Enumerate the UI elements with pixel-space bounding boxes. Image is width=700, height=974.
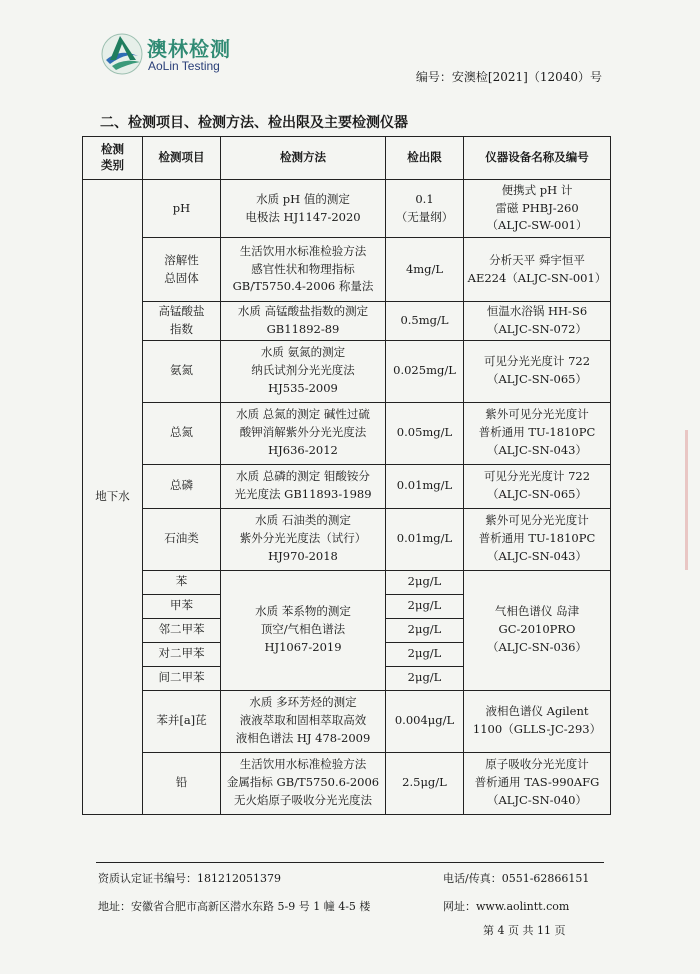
footer-cert: 资质认定证书编号：181212051379 [98,872,281,885]
limit-cell: 0.004μg/L [386,690,464,752]
method-cell: 水质 总氮的测定 碱性过硫 酸钾消解紫外分光光度法 HJ636-2012 [221,402,386,464]
footer-address: 地址：安徽省合肥市高新区潜水东路 5-9 号 1 幢 4-5 楼 [98,900,371,913]
instrument-cell: 分析天平 舜宇恒平 AE224（ALJC-SN-001） [464,238,611,302]
table-row [83,570,611,594]
item-cell: 高锰酸盐 指数 [143,302,221,341]
header-method: 检测方法 [221,137,386,180]
limit-cell: 2μg/L [386,642,464,666]
instrument-cell: 便携式 pH 计 雷磁 PHBJ-260 （ALJC-SW-001） [464,180,611,238]
limit-cell: 2μg/L [386,570,464,594]
method-cell: 水质 氨氮的测定 纳氏试剂分光光度法 HJ535-2009 [221,340,386,402]
section-title: 二、检测项目、检测方法、检出限及主要检测仪器 [100,115,408,131]
seal-stamp-edge [685,430,700,570]
item-cell: 甲苯 [143,594,221,618]
header-category: 检测 类别 [83,137,143,180]
limit-cell: 4mg/L [386,238,464,302]
item-cell: 对二甲苯 [143,642,221,666]
item-cell: 铅 [143,752,221,814]
table-row [83,508,611,570]
item-cell: 苯 [143,570,221,594]
method-cell: 水质 多环芳烃的测定 液液萃取和固相萃取高效 液相色谱法 HJ 478-2009 [221,690,386,752]
limit-cell: 0.05mg/L [386,402,464,464]
logo-en-text: AoLin Testing [148,59,220,73]
logo-cn-text: 澳林检测 [147,37,231,61]
item-cell: 溶解性 总固体 [143,238,221,302]
footer-tel: 电话/传真：0551-62866151 [443,872,590,885]
method-cell: 水质 石油类的测定 紫外分光光度法（试行） HJ970-2018 [221,508,386,570]
limit-cell: 2μg/L [386,618,464,642]
limit-cell: 0.025mg/L [386,340,464,402]
header-limit: 检出限 [386,137,464,180]
table-row [83,340,611,402]
limit-cell: 2μg/L [386,594,464,618]
table-row [83,402,611,464]
item-cell: 氨氮 [143,340,221,402]
item-cell: 苯并[a]芘 [143,690,221,752]
limit-cell: 0.01mg/L [386,464,464,508]
header-instrument: 仪器设备名称及编号 [464,137,611,180]
instrument-cell: 可见分光光度计 722 （ALJC-SN-065） [464,464,611,508]
limit-cell: 0.01mg/L [386,508,464,570]
table-row [83,464,611,508]
item-cell: 邻二甲苯 [143,618,221,642]
limit-cell: 2μg/L [386,666,464,690]
category-cell: 地下水 [83,180,143,815]
item-cell: 总磷 [143,464,221,508]
limit-cell: 0.1 （无量纲） [386,180,464,238]
method-cell: 水质 总磷的测定 钼酸铵分 光光度法 GB11893-1989 [221,464,386,508]
doc-number: 编号：安澳检[2021]（12040）号 [415,70,602,84]
table-row [83,690,611,752]
instrument-cell: 液相色谱仪 Agilent 1100（GLLS-JC-293） [464,690,611,752]
footer-divider [96,862,604,863]
footer-web: 网址：www.aolintt.com [443,900,570,913]
instrument-cell: 气相色谱仪 岛津 GC-2010PRO （ALJC-SN-036） [464,570,611,690]
instrument-cell: 可见分光光度计 722 （ALJC-SN-065） [464,340,611,402]
item-cell: 石油类 [143,508,221,570]
table-row [83,752,611,814]
item-cell: 总氮 [143,402,221,464]
instrument-cell: 紫外可见分光光度计 普析通用 TU-1810PC （ALJC-SN-043） [464,402,611,464]
limit-cell: 0.5mg/L [386,302,464,341]
method-cell: 水质 pH 值的测定 电极法 HJ1147-2020 [221,180,386,238]
instrument-cell: 紫外可见分光光度计 普析通用 TU-1810PC （ALJC-SN-043） [464,508,611,570]
method-cell: 水质 苯系物的测定 顶空/气相色谱法 HJ1067-2019 [221,570,386,690]
header-item: 检测项目 [143,137,221,180]
method-cell: 生活饮用水标准检验方法 感官性状和物理指标 GB/T5750.4-2006 称量法 [221,238,386,302]
test-items-table [82,136,611,815]
table-header-row [83,137,611,180]
table-row [83,238,611,302]
method-cell: 生活饮用水标准检验方法 金属指标 GB/T5750.6-2006 无火焰原子吸收分光光度法 [221,752,386,814]
table-row [83,302,611,341]
footer-page: 第 4 页 共 11 页 [483,924,566,937]
item-cell: 间二甲苯 [143,666,221,690]
table-row [83,180,611,238]
instrument-cell: 恒温水浴锅 HH-S6 （ALJC-SN-072） [464,302,611,341]
method-cell: 水质 高锰酸盐指数的测定 GB11892-89 [221,302,386,341]
item-cell: pH [143,180,221,238]
instrument-cell: 原子吸收分光光度计 普析通用 TAS-990AFG （ALJC-SN-040） [464,752,611,814]
limit-cell: 2.5μg/L [386,752,464,814]
